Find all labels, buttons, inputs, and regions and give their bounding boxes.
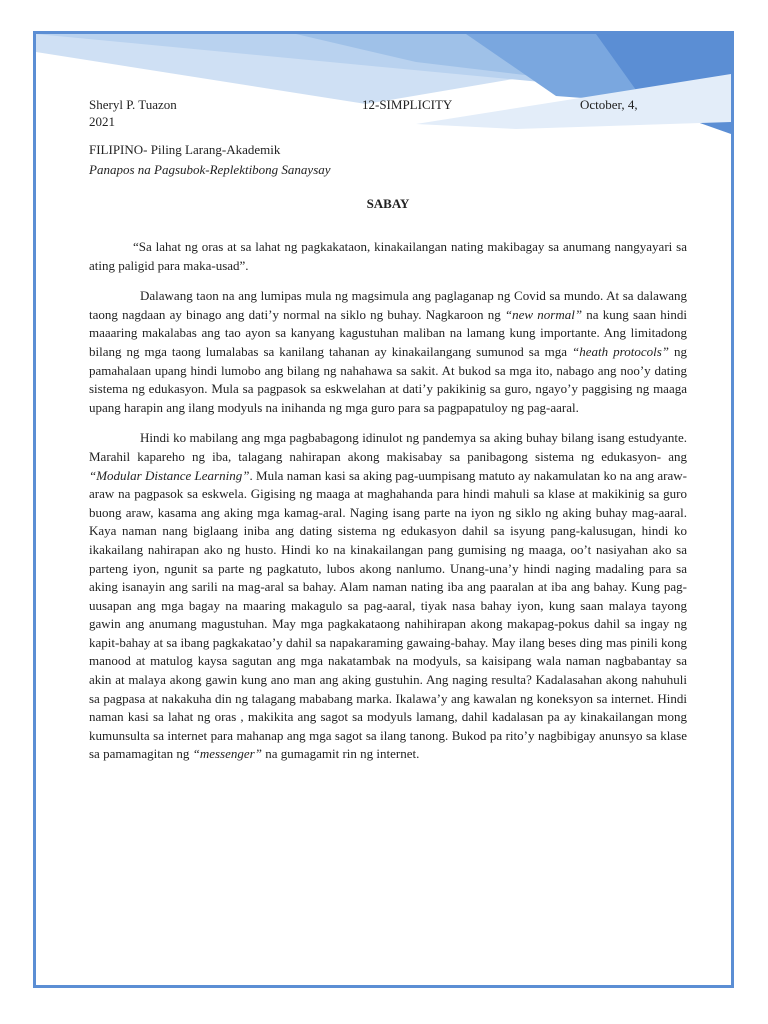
paragraph-1-text-b: na kung saan hindi maaaring makalabas ang tao ayon sa kanyang kagustuhan maliban na lamang kung importante. Ang limitadong bilang ng mga taong lumalabas sa kanilang tahanan ay kinakailangang sumunod sa mga [89,306,688,359]
subject-line: FILIPINO- Piling Larang-Akademik [89,142,281,157]
paragraph-2 [89,429,687,764]
document-body [89,96,687,764]
document-page [33,31,734,988]
genre-line: Panapos na Pagsubok-Replektibong Sanaysay [89,162,331,177]
section-name: 12-SIMPLICITY [362,97,453,112]
paragraph-2-emphasis-b: “messenger” [192,746,262,762]
author-name: Sheryl P. Tuazon [89,97,177,112]
paragraph-1-emphasis-b: “heath protocols” [572,343,670,359]
date-year: 2021 [89,114,115,129]
essay-title: SABAY [366,196,410,211]
opening-quote: “Sa lahat ng oras at sa lahat ng pagkakataon, kinakailangan nating makibagay sa anumang nangyayari sa ating paligid para maka-usad”. [89,239,687,273]
paragraph-1-emphasis-a: “new normal” [504,306,583,322]
paragraph-2-text-a: Hindi ko mabilang ang mga pagbabagong idinulot ng pandemya sa aking buhay bilang isang estudyante. Marahil kapareho ng iba, talagang nahirapan akong makisabay sa panibagong sistema ng edukasyon- ang [89,430,687,464]
date-text: October, 4, [580,97,638,112]
paragraph-1-text-a: Dalawang taon na ang lumipas mula ng magsimula ang paglaganap ng Covid sa mundo. At sa dalawang taong nagdaan ay binago ang dati’y normal na siklo ng buhay. Nagkaroon ng [89,288,687,322]
header-row [89,96,687,113]
paragraph-2-text-b: . Mula naman kasi sa aking pag-uumpisang matuto ay nakamulatan ko na ang araw-araw na pagpasok sa eskwela. Gigising ng maaga at maghahanda para hindi mahuli sa klase at makikinig sa guro buong araw, kasama ang aking mga kamag-aral. Naging isang parte na iyon ng siklo ng aking buhay mag-aaral. Kaya naman nang biglaang iniba ang dating sistema ng edukasyon dahil sa isyung pang-kalusugan, hindi ko ikakailang nahirapan ako ng husto. Hindi ko na kinakailangan pang gumising ng maaga, oo’t nasiyahan ako sa parteng iyon, ngunit sa parte ng pagkatuto, lubos akong nanlumo. Unang-una’y hindi naging madaling para sa aking isanayin ang sarili na mag-aral sa bahay. Alam naman nating iba ang paaralan at iba ang bahay. Kung pag-uusapan ang mga bagay na maaring makagulo sa pag-aaral, tiyak nasa bahay iyon, kung saan malaya tayong gawin ang anumang magustuhan. May mga pagkakataong nahihirapan akong makapag-pokus dahil sa ingay ng kapit-bahay at sa ibang pagkakatao’y dahil sa napakaraming gawaing-bahay. May ilang beses ding mas pinili kong manood at matulog kaysa sagutan ang mga nakatambak na modyuls, sa kaisipang wala naman nagbabantay sa akin at malaya akong gawin kung ano man ang aking gustuhin. Ang naging resulta? Kadalasahan akong nahuhuli sa pagpasa at nakakuha din ng talagang mababang marka. Ikalawa’y ang kawalan ng koneksyon sa internet. Hindi naman kasi sa lahat ng oras , makikita ang sagot sa modyuls lamang, dahil kadalasan pa ay kinakailangan mong kumunsulta sa internet para mahanap ang mga sagot sa ilang tanong. Bukod pa rito’y nagbibigay anunsyo sa klase sa pamamagitan ng [89,467,687,762]
paragraph-2-emphasis-a: “Modular Distance Learning” [89,467,250,483]
paragraph-2-text-c: na gumagamit rin ng internet. [261,746,420,762]
paragraph-1 [89,287,687,417]
paragraph-1-text-c: ng pamahalaan upang hindi lumobo ang bilang ng nahahawa sa sakit. At bukod sa mga ito, nabago ang noo’y dating sistema ng edukasyon. Mula sa pagpasok sa eskwelahan at dati’y pakikinig sa guro, ngayo’y paggising ng maaga upang harapin ang ilang modyuls na inihanda ng mga guro para sa pagpapatuloy ng pag-aaral. [89,343,688,415]
